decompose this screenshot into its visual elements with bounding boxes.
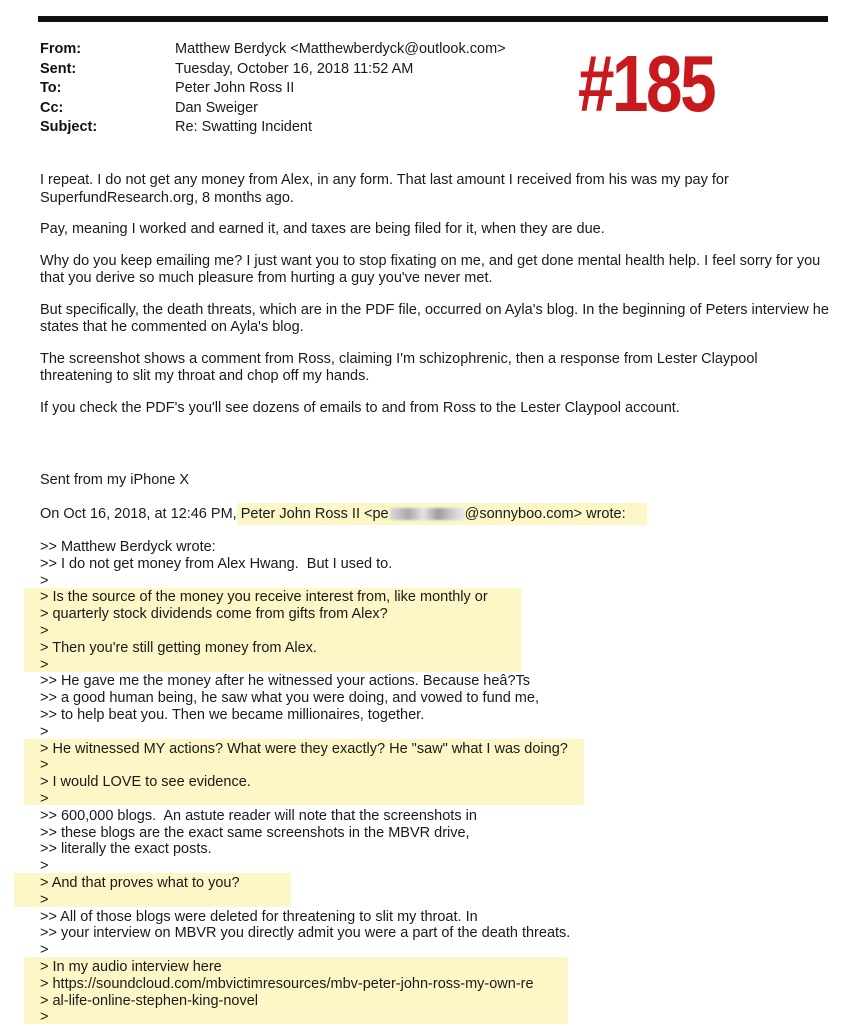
redacted-email bbox=[390, 508, 464, 520]
quoted-line: > bbox=[40, 723, 49, 740]
quoted-line: > bbox=[40, 1009, 49, 1026]
quoted-line: > bbox=[40, 858, 49, 875]
quoted-line: > bbox=[40, 656, 49, 673]
sent-label: Sent: bbox=[40, 60, 77, 77]
subject-label: Subject: bbox=[40, 119, 98, 135]
from-label: From: bbox=[40, 41, 82, 57]
quoted-line: > https://soundcloud.com/mbvictimresources/mbv-peter-john-ross-my-own-re bbox=[40, 975, 534, 992]
quoted-line: >> 600,000 blogs. An astute reader will note that the screenshots in bbox=[40, 807, 477, 824]
quoted-line: >> He gave me the money after he witnessed your actions. Because heâ?Ts bbox=[40, 673, 531, 690]
quoted-line: > bbox=[40, 757, 49, 774]
quoted-line: > bbox=[40, 891, 49, 908]
from-value: Matthew Berdyck <Matthewberdyck@outlook.com> bbox=[175, 41, 506, 57]
exhibit-number-stamp: #185 bbox=[578, 39, 715, 128]
quote-intro-prefix: On Oct 16, 2018, at 12:46 PM, bbox=[40, 506, 241, 522]
quoted-line: > bbox=[40, 790, 49, 807]
cc-label: Cc: bbox=[40, 99, 64, 116]
email-header bbox=[40, 40, 560, 138]
cc-row bbox=[40, 99, 560, 119]
quoted-line: >> I do not get money from Alex Hwang. But I used to. bbox=[40, 555, 393, 572]
quote-intro-name: Peter John Ross II <pe bbox=[240, 506, 389, 522]
to-row bbox=[40, 79, 560, 99]
quoted-line: > quarterly stock dividends come from gifts from Alex? bbox=[40, 606, 388, 623]
quoted-line: > bbox=[40, 942, 49, 959]
quoted-line: >> these blogs are the exact same screenshots in the MBVR drive, bbox=[40, 824, 470, 841]
quoted-line: >> literally the exact posts. bbox=[40, 841, 212, 858]
quoted-thread bbox=[40, 539, 830, 1026]
quote-intro bbox=[40, 506, 626, 523]
to-label: To: bbox=[40, 80, 62, 96]
quoted-line: > He witnessed MY actions? What were they exactly? He "saw" what I was doing? bbox=[40, 740, 568, 757]
quoted-line: > Then you're still getting money from Alex. bbox=[40, 639, 317, 656]
quoted-line: >> to help beat you. Then we became millionaires, together. bbox=[40, 706, 425, 723]
top-rule bbox=[38, 16, 828, 22]
quoted-line: > bbox=[40, 572, 49, 589]
subject-value: Re: Swatting Incident bbox=[175, 119, 313, 135]
quoted-line: > bbox=[40, 622, 49, 639]
body-paragraph: If you check the PDF's you'll see dozens of emails to and from Ross to the Lester Claypool account. bbox=[40, 399, 680, 416]
quoted-line: > In my audio interview here bbox=[40, 958, 222, 975]
quote-intro-suffix: @sonnyboo.com> wrote: bbox=[464, 506, 626, 522]
body-paragraph: Why do you keep emailing me? I just want you to stop fixating on me, and get done mental health help. I feel sorry for you that you derive so much pleasure from hurting a guy you've never met. bbox=[40, 252, 821, 286]
body-paragraph: But specifically, the death threats, which are in the PDF file, occurred on Ayla's blog. In the beginning of Peters interview he states that he commented on Ayla's blog. bbox=[40, 301, 829, 335]
quoted-line: > And that proves what to you? bbox=[40, 874, 240, 891]
quoted-line: > I would LOVE to see evidence. bbox=[40, 774, 251, 791]
quoted-line: > al-life-online-stephen-king-novel bbox=[40, 992, 259, 1009]
from-row bbox=[40, 40, 560, 60]
body-paragraph: The screenshot shows a comment from Ross, claiming I'm schizophrenic, then a response from Lester Claypool threatening to slit my throat and chop off my hands. bbox=[40, 350, 758, 384]
body-paragraph: I repeat. I do not get any money from Alex, in any form. That last amount I received from his was my pay for SuperfundResearch.org, 8 months ago. bbox=[40, 172, 729, 206]
sent-row bbox=[40, 60, 560, 80]
quoted-line: >> your interview on MBVR you directly admit you were a part of the death threats. bbox=[40, 925, 571, 942]
subject-row bbox=[40, 118, 560, 138]
email-body bbox=[40, 172, 830, 431]
signature: Sent from my iPhone X bbox=[40, 472, 190, 488]
quoted-line: >> All of those blogs were deleted for threatening to slit my throat. In bbox=[40, 908, 478, 925]
quoted-line: >> a good human being, he saw what you were doing, and vowed to fund me, bbox=[40, 690, 539, 707]
quoted-line: > Is the source of the money you receive interest from, like monthly or bbox=[40, 589, 488, 606]
cc-value: Dan Sweiger bbox=[175, 99, 259, 116]
sent-value: Tuesday, October 16, 2018 11:52 AM bbox=[175, 60, 414, 77]
to-value: Peter John Ross II bbox=[175, 80, 295, 96]
body-paragraph: Pay, meaning I worked and earned it, and taxes are being filed for it, when they are due. bbox=[40, 221, 605, 237]
quoted-line: >> Matthew Berdyck wrote: bbox=[40, 539, 216, 555]
